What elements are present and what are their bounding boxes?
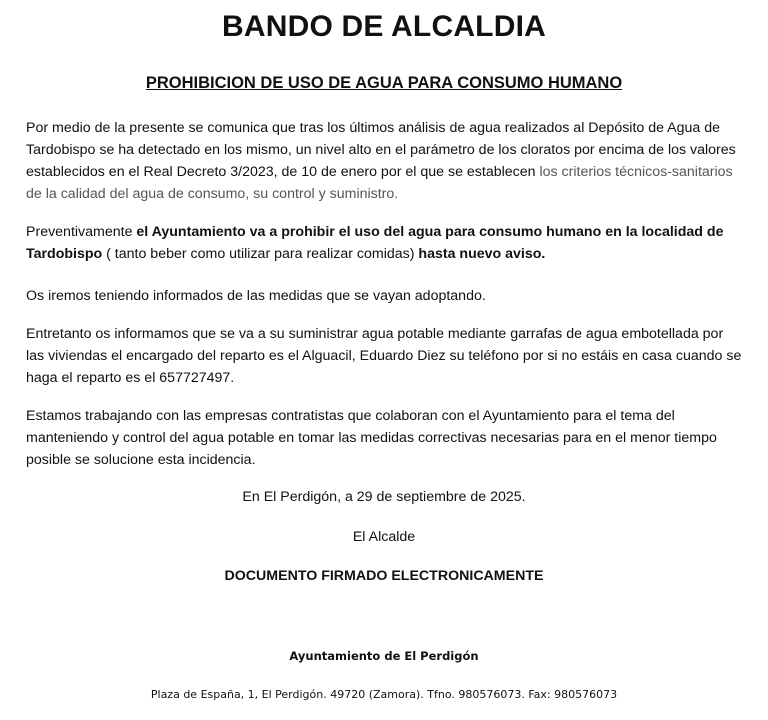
- footer-address: Plaza de España, 1, El Perdigón. 49720 (Zamora). Tfno. 980576073. Fax: 980576073: [150, 688, 618, 701]
- paragraph-updates-text: Os iremos teniendo informados de las medidas que se vayan adoptando.: [26, 288, 486, 304]
- paragraph-analysis-main: Por medio de la presente se comunica que tras los últimos análisis de agua realizados al Depósito de Agua de Tardobispo se ha detectado en los mismo, un nivel alto en el parámetro de los cloratos por encima de los valores establecidos en el Real Decreto 3/2023, de 10 de enero por el que se establecen: [26, 120, 736, 180]
- signer-title: El Alcalde: [352, 529, 416, 545]
- paragraph-prohibition-bold-main: el Ayuntamiento va a prohibir el uso del agua para consumo humano en la localidad de Tardobispo: [26, 224, 724, 262]
- document-title: BANDO DE ALCALDIA: [222, 10, 546, 43]
- footer-organization: Ayuntamiento de El Perdigón: [289, 649, 479, 663]
- paragraph-analysis-criteria: los criterios técnicos-sanitarios de la calidad del agua de consumo, su control y suministro.: [26, 164, 733, 202]
- document-subtitle: PROHIBICION DE USO DE AGUA PARA CONSUMO HUMANO: [145, 74, 623, 92]
- paragraph-contractors: [26, 405, 742, 471]
- paragraph-prohibition-detail: ( tanto beber como utilizar para realizar comidas): [102, 246, 419, 262]
- date-line: En El Perdigón, a 29 de septiembre de 2025.: [242, 489, 526, 505]
- paragraph-prohibition-bold-end: hasta nuevo aviso.: [418, 246, 546, 262]
- paragraph-analysis: [26, 117, 742, 205]
- paragraph-supply-text: Entretanto os informamos que se va a su suministrar agua potable mediante garrafas de agua embotellada por las viviendas el encargado del reparto es el Alguacil, Eduardo Diez su teléfono por si no estáis en casa cuando se haga el reparto es el 657727497.: [26, 326, 742, 386]
- paragraph-contractors-text: Estamos trabajando con las empresas contratistas que colaboran con el Ayuntamiento para el tema del manteniendo y control del agua potable en tomar las medidas correctivas necesarias para en el menor tiempo posible se solucione esta incidencia.: [26, 408, 717, 468]
- paragraph-updates: [26, 285, 742, 307]
- paragraph-supply: [26, 323, 742, 389]
- paragraph-prohibition: [26, 221, 742, 265]
- paragraph-prohibition-lead: Preventivamente: [26, 224, 137, 240]
- signature-note: DOCUMENTO FIRMADO ELECTRONICAMENTE: [224, 568, 544, 584]
